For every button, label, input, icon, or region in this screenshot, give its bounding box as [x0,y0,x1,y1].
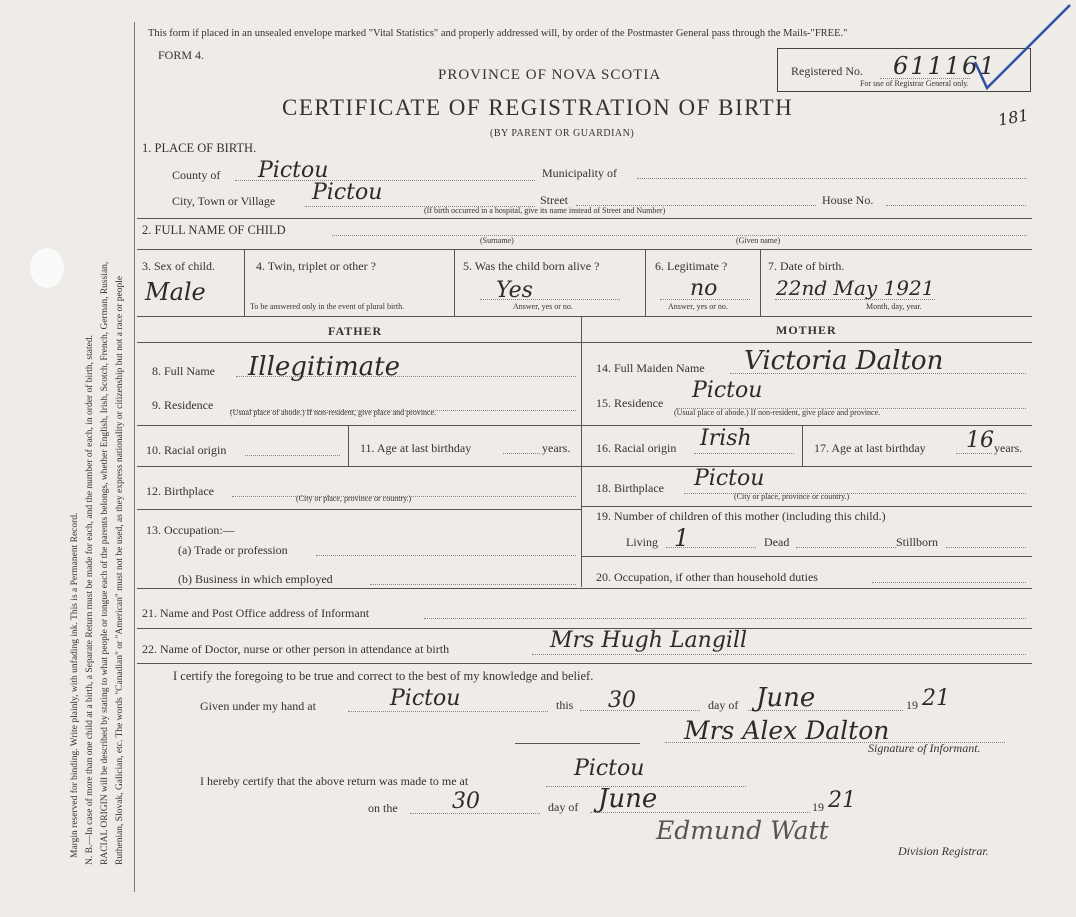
surname-note: (Surname) [480,236,514,245]
mother-heading: MOTHER [776,323,837,337]
legitimate-note: Answer, yes or no. [668,302,728,311]
father-heading-rule [137,342,581,343]
registrar-year-value: 21 [828,788,856,813]
short-rule [515,743,640,744]
mother-divider-4 [581,556,1032,557]
divider-v1 [244,250,245,316]
given-day-value: 30 [608,688,636,713]
legitimate-label: 6. Legitimate ? [655,259,728,273]
given-year-value: 21 [922,686,950,711]
father-divider-3 [137,509,581,510]
dead-label: Dead [764,535,790,549]
dob-note: Month, day, year. [866,302,922,311]
father-business-line [370,584,576,585]
mother-age-label: 17. Age at last birthday [814,441,926,455]
father-heading: FATHER [328,324,383,338]
mother-residence-note: (Usual place of abode.) If non-resident, give place and province. [674,408,881,417]
registered-number: 611161 [893,52,997,80]
doctor-value: Mrs Hugh Langill [550,628,748,653]
living-label: Living [626,535,658,549]
county-label: County of [172,168,221,182]
corner-mark: 181 [996,105,1030,130]
stillborn-line [946,547,1026,548]
certificate-title: CERTIFICATE OF REGISTRATION OF BIRTH [282,95,794,120]
given-name-note: (Given name) [736,236,781,245]
mother-divider-3 [581,506,1032,507]
registrar-place-value: Pictou [574,756,645,781]
form-number: FORM 4. [158,48,205,62]
father-trade-label: (a) Trade or profession [178,543,288,557]
mother-age-line [956,453,992,454]
divider-v2 [454,250,455,316]
mother-divider-1 [581,425,1032,426]
mother-racial-line [694,453,794,454]
mother-birthplace-note: (City or place, province or country.) [734,492,850,501]
province-heading: PROVINCE OF NOVA SCOTIA [438,67,662,83]
place-heading: 1. PLACE OF BIRTH. [142,141,257,155]
divider-3 [137,316,1032,317]
mother-birthplace-value: Pictou [694,466,765,491]
father-divider-1 [137,425,581,426]
registrar-on-the: on the [368,801,398,815]
legitimate-value: no [690,276,718,301]
signature-caption: Signature of Informant. [868,741,981,755]
mother-age-value: 16 [966,428,994,453]
mother-divider-2 [581,466,1032,467]
alive-note: Answer, yes or no. [513,302,573,311]
dob-line [775,299,935,300]
father-trade-line [316,555,576,556]
divider-v3 [645,250,646,316]
registrar-day-of: day of [548,800,579,814]
registrar-certify: I hereby certify that the above return was made to me at [200,774,469,788]
given-label: Given under my hand at [200,699,316,713]
mother-racial-value: Irish [700,426,752,451]
alive-label: 5. Was the child born alive ? [463,259,600,273]
mother-heading-rule [581,342,1032,343]
sex-label: 3. Sex of child. [142,259,215,273]
divider-4 [137,588,1032,589]
children-count-label: 19. Number of children of this mother (including this child.) [596,509,886,523]
divider-2 [137,249,1032,250]
stillborn-label: Stillborn [896,535,939,549]
divider-1 [137,218,1032,219]
father-racial-line [245,455,340,456]
dead-line [796,547,896,548]
dob-value: 22nd May 1921 [776,276,935,300]
house-label: House No. [822,193,874,207]
given-year-prefix: 19 [906,698,918,712]
mother-age-divider [802,425,803,466]
child-name-label: 2. FULL NAME OF CHILD [142,223,286,237]
given-this-label: this [556,698,574,712]
father-birthplace-label: 12. Birthplace [146,484,214,498]
mother-name-label: 14. Full Maiden Name [596,361,705,375]
registrar-month-value: June [598,784,658,814]
divider-6 [137,663,1032,664]
registrar-caption: Division Registrar. [898,844,989,858]
father-business-label: (b) Business in which employed [178,572,333,586]
given-place-value: Pictou [390,686,461,711]
twin-label: 4. Twin, triplet or other ? [256,259,376,273]
informant-signature: Mrs Alex Dalton [684,716,890,745]
street-label: Street [540,193,568,207]
mother-name-value: Victoria Dalton [744,346,944,376]
parent-divider [581,316,582,587]
mother-residence-value: Pictou [692,378,763,403]
margin-note-racial-origin-cont: Ruthenian, Slovak, Galician, etc. The words "Canadian" or "American" must not be used, as they express nationality or citizenship but not a race or people [115,275,125,865]
margin-note-binding: Margin reserved for binding. Write plainly, with unfading ink. This is a Permanent Record. [70,512,80,858]
legitimate-line [660,299,750,300]
registrar-day-value: 30 [452,789,480,814]
given-month-value: June [756,683,816,713]
registrar-note: For use of Registrar General only. [860,79,969,88]
given-day-line [580,710,700,711]
alive-value: Yes [496,278,533,303]
given-place-line [348,711,548,712]
father-age-divider [348,425,349,466]
father-divider-2 [137,466,581,467]
living-value: 1 [674,524,690,552]
margin-rule [134,22,135,892]
doctor-label: 22. Name of Doctor, nurse or other person in attendance at birth [142,642,450,656]
dob-label: 7. Date of birth. [768,259,845,273]
certificate-subtitle: (BY PARENT OR GUARDIAN) [490,128,635,139]
twin-note: To be answered only in the event of plural birth. [250,302,405,311]
father-residence-label: 9. Residence [152,398,214,412]
margin-note-multiple-births: N. B.—In case of more than one child at a birth, a Separate Return must be made for each, and the number of each, in order of birth, stated. [85,335,95,865]
mother-racial-label: 16. Racial origin [596,441,677,455]
father-age-line [503,453,540,454]
mother-occupation-line [872,582,1026,583]
municipality-line [637,178,1027,179]
alive-line [480,299,620,300]
informant-certify: I certify the foregoing to be true and correct to the best of my knowledge and belief. [173,669,594,683]
father-name-value: Illegitimate [248,352,401,382]
mother-occupation-label: 20. Occupation, if other than household duties [596,570,818,584]
father-racial-label: 10. Racial origin [146,443,227,457]
father-birthplace-note: (City or place, province or country.) [296,494,412,503]
given-day-of-label: day of [708,698,739,712]
punch-hole [30,248,64,288]
municipality-label: Municipality of [542,166,617,180]
check-mark-icon [965,0,1075,100]
margin-note-racial-origin: RACIAL ORIGIN will be described by stating to what people or tongue each of the parents belongs, whether English, Irish, Scotch, French, German, Russian, [100,261,110,865]
hospital-note: (If birth occurred in a hospital, give its name instead of Street and Number) [424,206,666,215]
child-name-line [332,235,1027,236]
sex-value: Male [145,278,206,306]
registrar-year-prefix: 19 [812,800,824,814]
father-age-suffix: years. [542,441,571,455]
county-value: Pictou [258,158,329,183]
city-label: City, Town or Village [172,194,276,208]
mother-birthplace-label: 18. Birthplace [596,481,664,495]
father-occupation-label: 13. Occupation:— [146,523,235,537]
city-value: Pictou [312,180,383,205]
divider-v4 [760,250,761,316]
house-line [886,205,1026,206]
mother-residence-label: 15. Residence [596,396,664,410]
mother-age-suffix: years. [994,441,1023,455]
registered-label: Registered No. [791,64,863,78]
father-age-label: 11. Age at last birthday [360,441,472,455]
doctor-line [532,654,1026,655]
father-residence-note: (Usual place of abode.) If non-resident, give place and province. [230,408,437,417]
father-name-label: 8. Full Name [152,364,215,378]
informant-label: 21. Name and Post Office address of Informant [142,606,370,620]
registrar-signature: Edmund Watt [656,816,829,845]
mailing-notice: This form if placed in an unsealed envelope marked "Vital Statistics" and properly addressed will, by order of the Postmaster General pass through the Mails-"FREE." [148,28,848,39]
informant-line [424,618,1026,619]
